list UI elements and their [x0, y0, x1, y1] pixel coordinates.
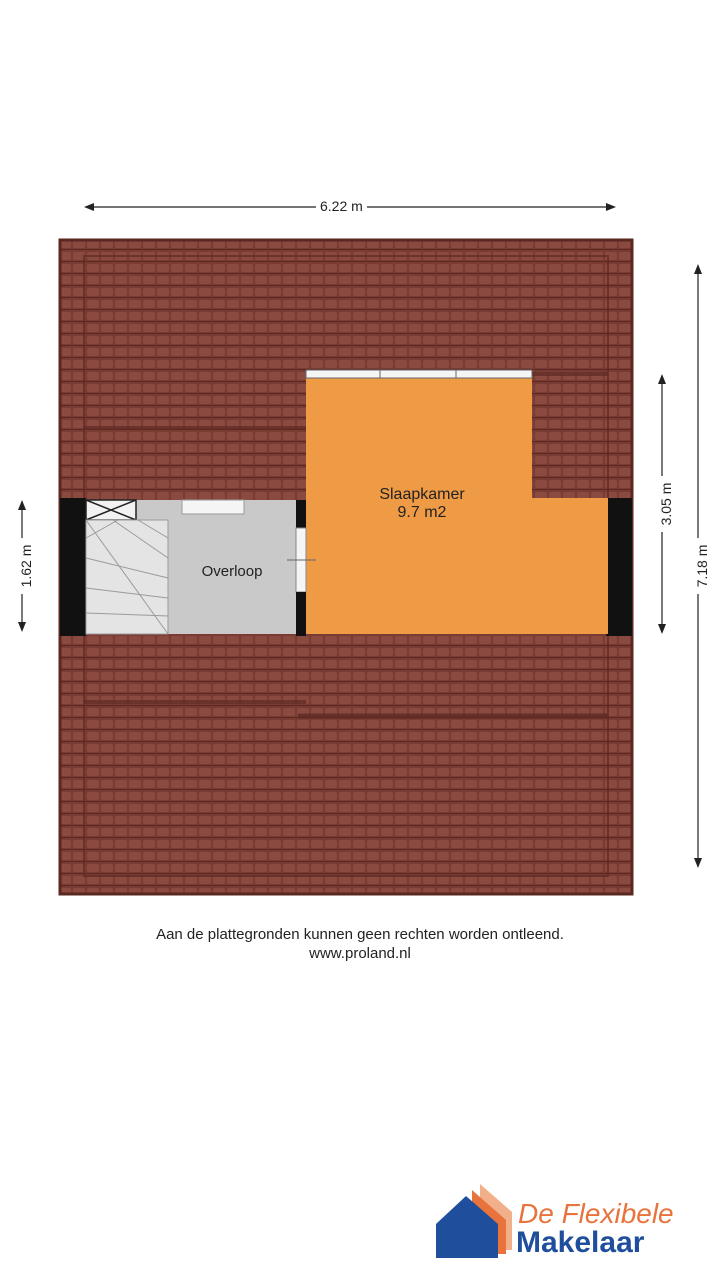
bedroom-label: [352, 486, 492, 522]
disclaimer-text: Aan de plattegronden kunnen geen rechten worden ontleend.: [156, 926, 564, 943]
floorplan: [58, 238, 634, 896]
house-logo-icon: [436, 1178, 516, 1260]
website-link[interactable]: www.proland.nl: [309, 945, 411, 962]
bedroom-area-value: 9.7 m2: [397, 504, 447, 521]
wall-divider-bottom: [296, 592, 306, 636]
dormer-window: [306, 370, 532, 378]
dimension-bedroom-height-label: 3.05 m: [658, 476, 674, 532]
dimension-total-height-label: 7.18 m: [694, 538, 710, 594]
bedroom-name: Slaapkamer: [379, 486, 465, 503]
logo-line1: De Flexibele: [518, 1198, 674, 1229]
wall-left: [60, 498, 86, 636]
skylight-landing: [182, 500, 244, 514]
dimension-landing-height-label: 1.62 m: [18, 538, 34, 594]
dimension-width-label: 6.22 m: [316, 198, 367, 214]
wall-right: [606, 498, 632, 636]
logo-line2: Makelaar: [516, 1226, 645, 1259]
wall-divider-top: [296, 500, 306, 528]
landing-label: Overloop: [201, 563, 263, 580]
staircase: [86, 500, 168, 634]
